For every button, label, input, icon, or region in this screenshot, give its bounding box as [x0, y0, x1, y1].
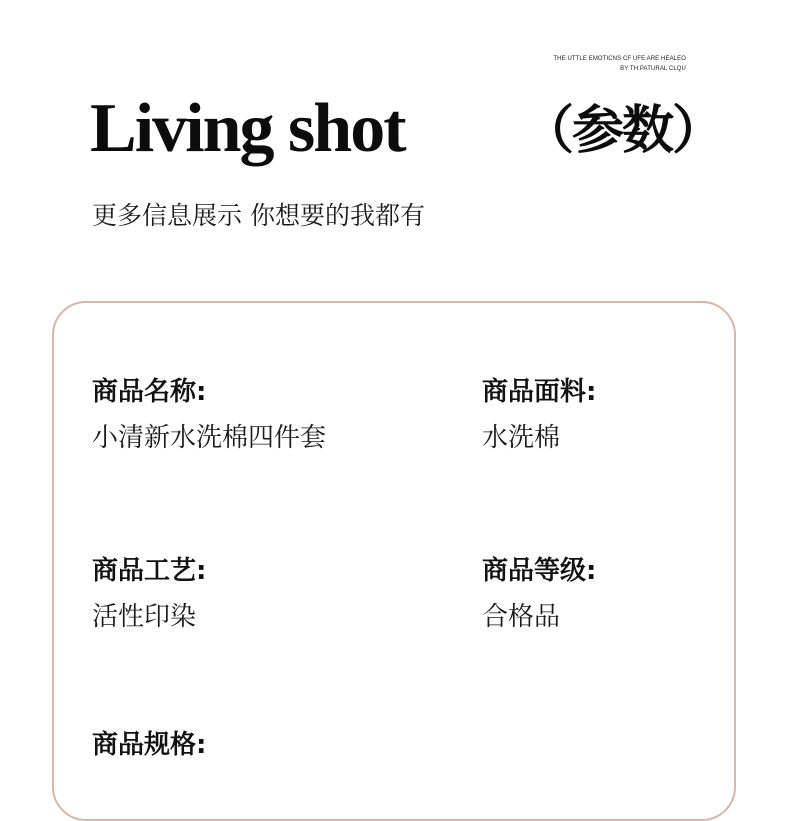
- spec-value: 活性印染: [92, 602, 197, 632]
- tagline: [553, 54, 686, 74]
- spec-value: 水洗棉: [482, 423, 561, 453]
- spec-label: 商品等级:: [482, 556, 597, 586]
- spec-label: 商品工艺:: [92, 556, 207, 586]
- subtitle: 更多信息展示 你想要的我都有: [92, 201, 425, 230]
- tagline-line-2: BY TH PATURAL CLQU: [620, 66, 686, 72]
- spec-label: 商品规格:: [92, 730, 207, 760]
- spec-grade: [482, 553, 596, 635]
- spec-product-name: [92, 374, 326, 456]
- spec-craft: [92, 553, 206, 635]
- spec-fabric: [482, 374, 596, 456]
- spec-label: 商品名称:: [92, 377, 207, 407]
- spec-label: 商品面料:: [482, 377, 597, 407]
- title-english: Living shot: [90, 90, 405, 167]
- spec-value: 小清新水洗棉四件套: [92, 423, 327, 453]
- tagline-line-1: THE UTTLE EMOTICNS CF UFE ARE HEALEO: [553, 56, 686, 62]
- title-chinese: （参数）: [522, 101, 723, 161]
- spec-value: 合格品: [482, 602, 561, 632]
- spec-size: [92, 727, 206, 763]
